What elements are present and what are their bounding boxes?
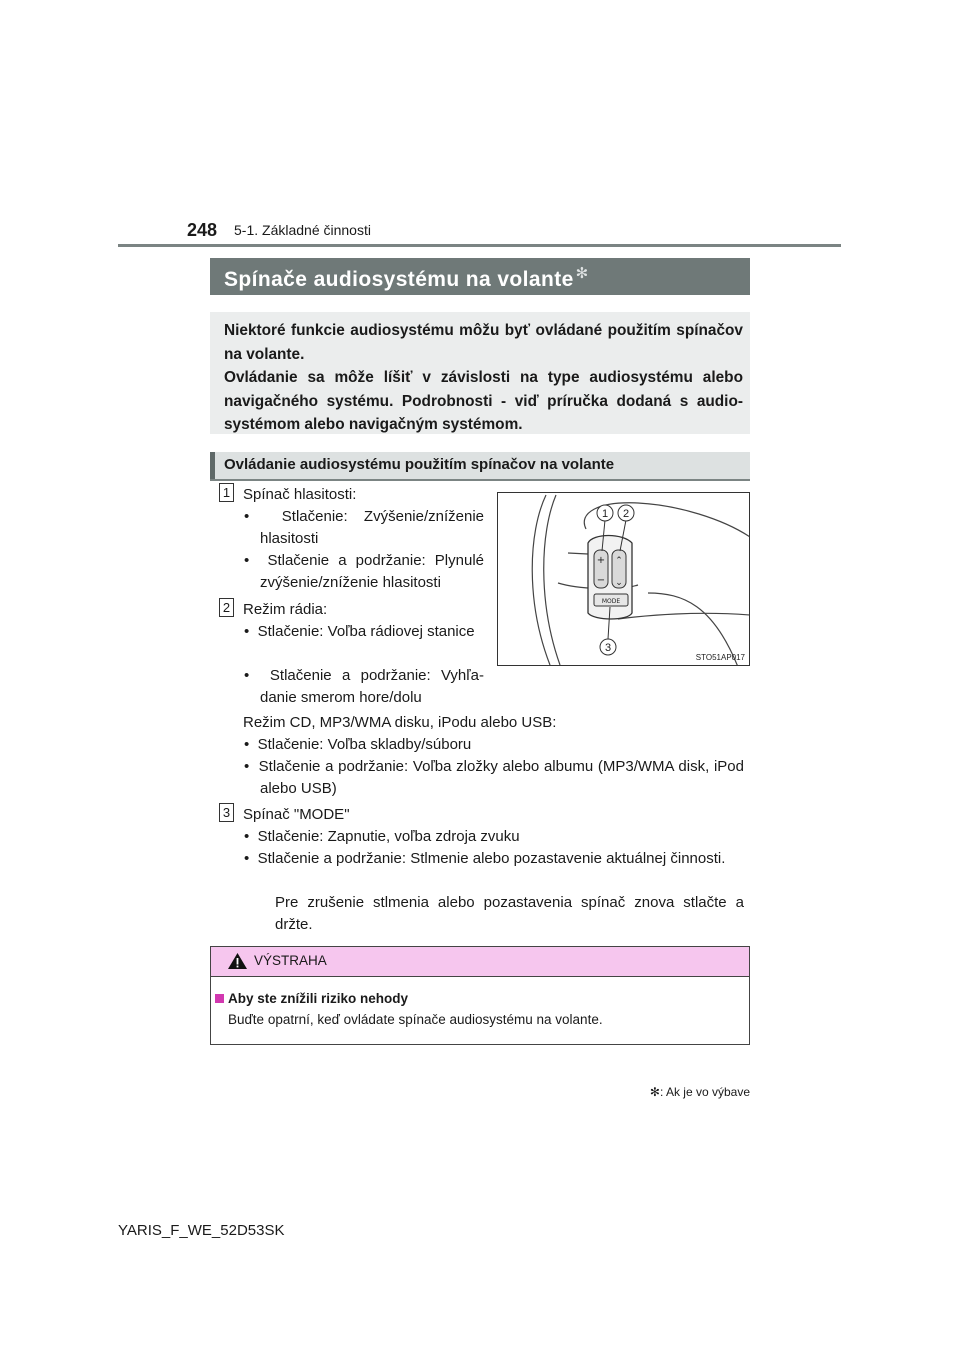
section-label: 5-1. Základné činnosti	[234, 222, 371, 238]
steering-wheel-figure	[497, 492, 750, 666]
item-1-bullet-2: • Stlačenie a podržanie: Plynulé zvýšenie/zníženie hlasitosti	[244, 552, 484, 591]
footnote	[650, 1085, 750, 1099]
page-title-band	[210, 258, 750, 295]
item-1-bullet-1: • Stlačenie: Zvýšenie/zníženie hlasitosti	[244, 508, 484, 547]
item-2-bullet-2: • Stlačenie a podržanie: Vyhľadanie smerom hore/dolu	[244, 667, 484, 706]
intro-box	[210, 312, 750, 434]
item-2-sub-bullet-1-text: Stlačenie: Voľba skladby/súboru	[257, 736, 472, 753]
item-number-1: 1	[219, 483, 234, 502]
item-3-bullet-2-text: Stlačenie a podržanie: Stlmenie alebo pozastavenie aktuálnej činnosti.	[257, 850, 726, 867]
item-3-title: Spínač "MODE"	[243, 806, 350, 823]
warning-square-icon	[215, 994, 224, 1003]
wheel-rim-outer-line	[532, 495, 550, 665]
page-title	[224, 264, 589, 292]
subsection-heading	[210, 452, 750, 481]
item-2-sub-bullet-2: • Stlačenie a podržanie: Voľba zložky alebo albumu (MP3/WMA disk, iPod alebo USB)	[244, 758, 744, 797]
warning-title	[215, 991, 408, 1006]
callout-3	[600, 639, 616, 655]
item-2-subtitle: Režim CD, MP3/WMA disku, iPodu alebo USB:	[243, 714, 557, 731]
mode-switch-label: MODE	[601, 598, 621, 605]
footer-code: YARIS_F_WE_52D53SK	[118, 1222, 285, 1239]
wheel-rim-inner-line	[544, 495, 560, 665]
volume-up-icon: +	[596, 555, 606, 566]
item-1-bullet-2-text: Stlačenie a podržanie: Plynulé zvýšenie/zníženie hlasitosti	[260, 552, 484, 591]
item-1-title: Spínač hlasitosti:	[243, 486, 357, 503]
item-2-sub-bullet-2-text: Stlačenie a podržanie: Voľba zložky alebo albumu (MP3/WMA disk, iPod alebo USB)	[258, 758, 744, 797]
item-3-bullet-1: • Stlačenie: Zapnutie, voľba zdroja zvuku	[244, 828, 520, 845]
subsection-bar	[210, 452, 215, 479]
item-number-3: 3	[219, 803, 234, 822]
item-3-bullet-2: • Stlačenie a podržanie: Stlmenie alebo pozastavenie aktuálnej činnosti.	[244, 850, 726, 867]
switch-panel	[588, 536, 632, 620]
page-number: 248	[187, 220, 218, 240]
page-title-text: Spínače audiosystému na volante	[224, 268, 574, 291]
warning-header	[211, 947, 749, 977]
warning-text: Buďte opatrní, keď ovládate spínače audiosystému na volante.	[228, 1012, 603, 1027]
footnote-text: : Ak je vo výbave	[659, 1085, 750, 1099]
callout-2-label: 2	[622, 508, 630, 520]
item-1-bullet-1-text: Stlačenie: Zvýšenie/zníženie hlasitosti	[260, 508, 484, 547]
item-number-2: 2	[219, 598, 234, 617]
item-2-bullet-2-text: Stlačenie a podržanie: Vyhľadanie smerom hore/dolu	[260, 667, 484, 706]
intro-paragraph-2: Ovládanie sa môže líšiť v závislosti na type audiosystému alebo navigačného systému. Podrobnosti - viď príručka dodaná s audiosystémom alebo navigačným systémom.	[224, 369, 743, 433]
figure-code: STO51AP017	[695, 653, 745, 662]
intro-paragraph-1: Niektoré funkcie audiosystému môžu byť ovládané použitím spínačov na volante.	[224, 322, 743, 363]
callout-3-label: 3	[604, 642, 612, 654]
item-2-bullet-1: • Stlačenie: Voľba rádiovej stanice	[244, 623, 475, 640]
hub-lower-line	[618, 613, 750, 619]
item-2-title: Režim rádia:	[243, 601, 328, 618]
warning-label: VÝSTRAHA	[254, 953, 327, 968]
callout-1	[597, 505, 613, 521]
seek-down-icon: ⌄	[615, 578, 623, 588]
subsection-title: Ovládanie audiosystému použitím spínačov na volante	[224, 456, 615, 473]
warning-title-text: Aby ste znížili riziko nehody	[228, 991, 409, 1006]
callout-2	[618, 505, 634, 521]
callout-1-label: 1	[601, 508, 609, 520]
seek-up-icon: ⌃	[615, 556, 623, 566]
item-3-bullet-1-text: Stlačenie: Zapnutie, voľba zdroja zvuku	[257, 828, 520, 845]
item-3-note: Pre zrušenie stlmenia alebo pozastavenia spínač znova stlačte a držte.	[275, 894, 744, 933]
warning-box	[210, 946, 750, 1045]
optional-marker: ✻	[575, 265, 589, 282]
warning-triangle-icon	[227, 952, 248, 970]
item-2-bullet-1-text: Stlačenie: Voľba rádiovej stanice	[257, 623, 475, 640]
volume-down-icon: −	[596, 575, 606, 586]
footnote-marker: ✻	[649, 1085, 660, 1099]
steering-wheel-illustration	[498, 493, 750, 666]
item-2-sub-bullet-1: • Stlačenie: Voľba skladby/súboru	[244, 736, 472, 753]
header-rule	[118, 244, 841, 247]
